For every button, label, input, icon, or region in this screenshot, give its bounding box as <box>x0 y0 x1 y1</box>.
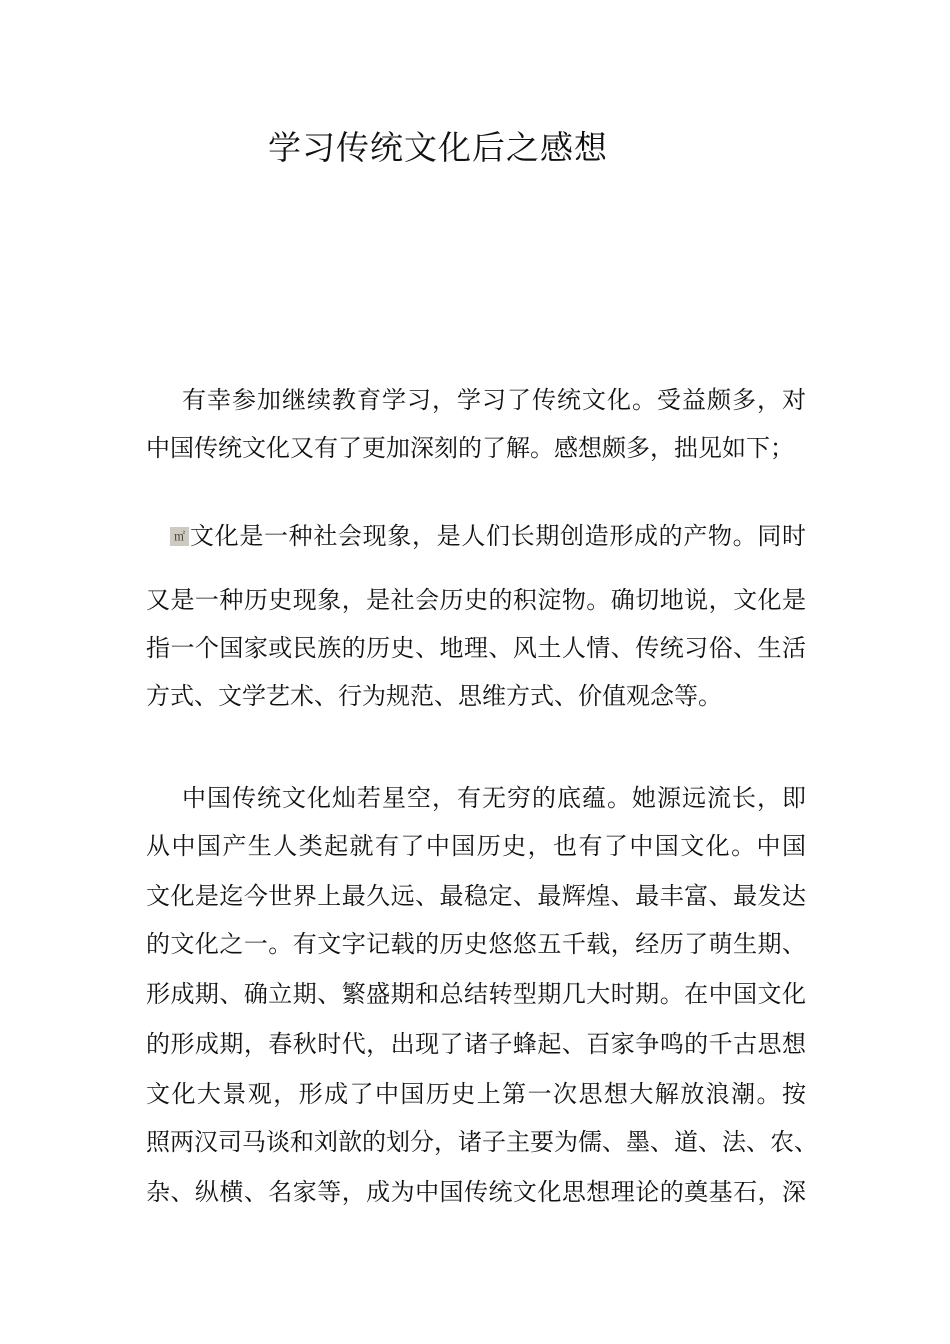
paragraph-2-line-4: 方式、文学艺术、行为规范、思维方式、价值观念等。 <box>146 682 722 710</box>
paragraph-3-line-8: 照两汉司马谈和刘歆的划分，诸子主要为儒、墨、道、法、农、 <box>146 1128 818 1156</box>
paragraph-3-line-5: 形成期、确立期、繁盛期和总结转型期几大时期。在中国文化 <box>146 980 806 1008</box>
paragraph-2-line-3: 指一个国家或民族的历史、地理、风土人情、传统习俗、生活 <box>146 634 806 662</box>
paragraph-3-line-2: 从中国产生人类起就有了中国历史，也有了中国文化。中国 <box>146 832 806 860</box>
square-meter-symbol: ㎡ <box>170 527 189 546</box>
paragraph-3-line-7: 文化大景观，形成了中国历史上第一次思想大解放浪潮。按 <box>146 1080 806 1108</box>
paragraph-2-line-1 <box>170 520 806 552</box>
paragraph-3-line-1: 中国传统文化灿若星空，有无穷的底蕴。她源远流长，即 <box>182 784 806 812</box>
paragraph-2-line-2: 又是一种历史现象，是社会历史的积淀物。确切地说，文化是 <box>146 586 806 614</box>
document-title: 学习传统文化后之感想 <box>268 128 608 167</box>
paragraph-3-line-4: 的文化之一。有文字记载的历史悠悠五千载，经历了萌生期、 <box>146 930 806 958</box>
paragraph-1-line-1: 有幸参加继续教育学习，学习了传统文化。受益颇多，对 <box>182 386 806 414</box>
paragraph-2-line-1-text: 文化是一种社会现象，是人们长期创造形成的产物。同时 <box>190 522 806 550</box>
paragraph-3-line-3: 文化是迄今世界上最久远、最稳定、最辉煌、最丰富、最发达 <box>146 882 806 910</box>
paragraph-3-line-6: 的形成期，春秋时代，出现了诸子蜂起、百家争鸣的千古思想 <box>146 1030 806 1058</box>
paragraph-1-line-2: 中国传统文化又有了更加深刻的了解。感想颇多，拙见如下； <box>146 434 794 462</box>
paragraph-3-line-9: 杂、纵横、名家等，成为中国传统文化思想理论的奠基石，深 <box>146 1178 806 1206</box>
